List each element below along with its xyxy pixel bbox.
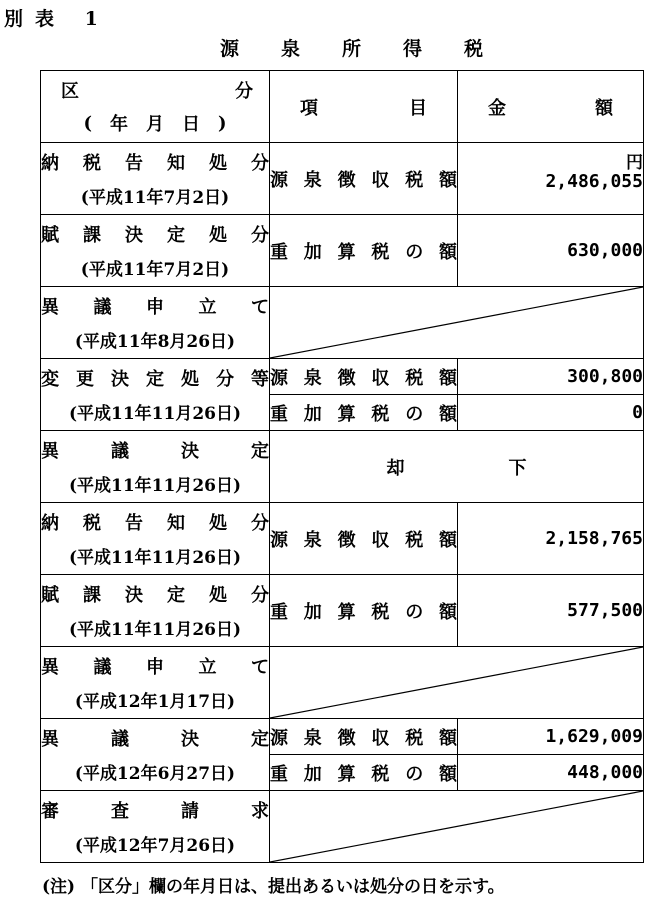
category-date: (平成11年7月2日) — [80, 259, 230, 280]
glyph: 算 — [337, 601, 356, 623]
amount-cell — [458, 215, 644, 287]
glyph: 決 — [181, 729, 199, 750]
glyph: 議 — [111, 729, 129, 750]
item-cell — [270, 719, 458, 755]
glyph: 課 — [83, 585, 101, 606]
glyph: 重 — [270, 601, 288, 623]
glyph: 分 — [251, 225, 269, 246]
glyph: 求 — [251, 801, 269, 822]
item-cell — [270, 503, 458, 575]
glyph: 加 — [303, 601, 322, 623]
amount-cell — [458, 503, 644, 575]
category-date: (平成11年11月26日) — [68, 619, 242, 640]
table-body — [41, 143, 644, 863]
glyph: 異 — [41, 441, 59, 462]
glyph: 課 — [83, 225, 101, 246]
glyph: 賦 — [41, 225, 59, 246]
glyph: 決 — [125, 585, 143, 606]
glyph: 算 — [337, 763, 356, 785]
glyph: 月 — [146, 114, 164, 135]
glyph: 額 — [595, 97, 613, 119]
glyph: 額 — [438, 169, 457, 191]
unit-label: 円 — [626, 153, 643, 173]
glyph: 源 — [270, 169, 288, 191]
glyph: の — [405, 601, 424, 623]
glyph: 泉 — [303, 727, 322, 749]
glyph: 税 — [405, 367, 424, 389]
glyph: 税 — [371, 763, 390, 785]
glyph: 額 — [438, 241, 457, 263]
category-name — [41, 362, 269, 395]
table-row — [41, 575, 644, 647]
footnote: (注) 「区分」欄の年月日は、提出あるいは処分の日を示す。 — [42, 877, 505, 897]
table-row — [41, 647, 644, 719]
glyph: 賦 — [41, 585, 59, 606]
glyph: 額 — [438, 367, 457, 389]
header-category-cell — [41, 71, 270, 143]
item-label — [270, 724, 457, 750]
document-label: 別表 1 — [4, 8, 110, 30]
glyph: 徴 — [337, 169, 356, 191]
glyph: の — [405, 763, 424, 785]
glyph: の — [405, 241, 424, 263]
glyph: 税 — [83, 513, 101, 534]
header-item-cell — [270, 71, 458, 143]
glyph: 告 — [125, 153, 143, 174]
glyph: 額 — [438, 763, 457, 785]
glyph: 収 — [371, 169, 390, 191]
category-name — [41, 290, 269, 323]
glyph: て — [251, 657, 269, 678]
result-text — [387, 454, 527, 480]
category-date: (平成11年11月26日) — [68, 403, 242, 424]
glyph: 税 — [371, 403, 390, 425]
category-cell — [41, 575, 270, 647]
category-date: (平成12年6月27日) — [74, 763, 236, 784]
glyph: 定 — [251, 729, 269, 750]
glyph: 分 — [216, 369, 234, 390]
category-date: (平成12年7月26日) — [74, 835, 236, 856]
category-name — [41, 578, 269, 611]
header-date — [41, 107, 269, 140]
glyph: 税 — [371, 241, 390, 263]
glyph: 分 — [251, 513, 269, 534]
item-label — [270, 760, 457, 786]
table-row — [41, 503, 644, 575]
amount-value: 300,800 — [567, 366, 643, 387]
glyph: 知 — [167, 153, 185, 174]
glyph: 税 — [405, 169, 424, 191]
category-cell — [41, 719, 270, 791]
glyph: 処 — [181, 369, 199, 390]
glyph: 額 — [438, 727, 457, 749]
amount-value: 630,000 — [567, 240, 643, 261]
glyph: 定 — [167, 585, 185, 606]
amount-cell — [458, 719, 644, 755]
glyph: ) — [218, 112, 227, 134]
glyph: 税 — [83, 153, 101, 174]
category-date: (平成11年11月26日) — [68, 547, 242, 568]
header-category — [41, 74, 269, 107]
category-cell — [41, 287, 270, 359]
table-row — [41, 719, 644, 755]
amount-cell — [458, 575, 644, 647]
item-label — [270, 598, 457, 624]
glyph: 請 — [181, 801, 199, 822]
category-cell — [41, 791, 270, 863]
diagonal-line — [270, 647, 643, 718]
glyph: 変 — [41, 369, 59, 390]
glyph: 日 — [182, 114, 200, 135]
amount-value: 1,629,009 — [545, 726, 643, 747]
glyph: 下 — [508, 457, 527, 479]
item-label — [270, 400, 457, 426]
category-cell — [41, 215, 270, 287]
glyph: 異 — [41, 297, 59, 318]
glyph: 審 — [41, 801, 59, 822]
glyph: 税 — [405, 727, 424, 749]
category-date: (平成11年8月26日) — [74, 331, 236, 352]
glyph: 目 — [409, 97, 427, 119]
glyph: 額 — [438, 403, 457, 425]
table-row — [41, 359, 644, 395]
amount-cell — [458, 395, 644, 431]
table-row — [41, 215, 644, 287]
table-row — [41, 431, 644, 503]
item-cell — [270, 755, 458, 791]
glyph: 納 — [41, 513, 59, 534]
amount-value: 0 — [632, 402, 643, 423]
glyph: 議 — [111, 441, 129, 462]
glyph: 年 — [110, 114, 128, 135]
glyph: の — [405, 403, 424, 425]
item-label — [270, 238, 457, 264]
item-label — [270, 166, 457, 192]
glyph: ( — [83, 112, 92, 134]
glyph: 徴 — [337, 367, 356, 389]
glyph: 収 — [371, 367, 390, 389]
glyph: 等 — [251, 369, 269, 390]
amount-value: 448,000 — [567, 762, 643, 783]
blank-diagonal-cell — [270, 791, 644, 863]
result-cell — [270, 431, 644, 503]
glyph: 定 — [251, 441, 269, 462]
table-row — [41, 143, 644, 215]
glyph: 立 — [198, 297, 217, 318]
glyph: 定 — [146, 369, 164, 390]
amount-value: 2,486,055 — [545, 171, 643, 192]
diagonal-line — [270, 287, 643, 358]
glyph: 区 — [61, 81, 79, 102]
header-amount-cell — [458, 71, 644, 143]
glyph: 決 — [111, 369, 129, 390]
glyph: 立 — [198, 657, 217, 678]
glyph: 泉 — [303, 169, 322, 191]
category-date: (平成11年11月26日) — [68, 475, 242, 496]
glyph: 処 — [209, 153, 227, 174]
glyph: 議 — [93, 657, 112, 678]
glyph: 徴 — [337, 727, 356, 749]
category-name — [41, 146, 269, 179]
item-label — [270, 526, 457, 552]
amount-cell — [458, 359, 644, 395]
table-row — [41, 791, 644, 863]
category-cell — [41, 431, 270, 503]
category-name — [41, 722, 269, 755]
glyph: 知 — [167, 513, 185, 534]
glyph: 泉 — [303, 367, 322, 389]
glyph: 重 — [270, 241, 288, 263]
glyph: 泉 — [303, 529, 322, 551]
table-row — [41, 287, 644, 359]
glyph: 税 — [405, 529, 424, 551]
glyph: 分 — [251, 153, 269, 174]
glyph: 分 — [235, 81, 253, 102]
glyph: 重 — [270, 403, 288, 425]
category-name — [41, 794, 269, 827]
glyph: 却 — [386, 457, 405, 479]
category-name — [41, 506, 269, 539]
glyph: 処 — [209, 225, 227, 246]
document-title: 源泉所得税 — [220, 38, 526, 60]
item-cell — [270, 575, 458, 647]
blank-diagonal-cell — [270, 647, 644, 719]
glyph: 更 — [76, 369, 94, 390]
header-amount — [458, 94, 643, 120]
amount-value: 2,158,765 — [545, 528, 643, 549]
amount-value: 577,500 — [567, 600, 643, 621]
glyph: 議 — [93, 297, 112, 318]
glyph: 算 — [337, 241, 356, 263]
glyph: 算 — [337, 403, 356, 425]
glyph: 処 — [209, 585, 227, 606]
glyph: 異 — [41, 729, 59, 750]
category-cell — [41, 503, 270, 575]
diagonal-line — [270, 791, 643, 862]
glyph: 定 — [167, 225, 185, 246]
glyph: 源 — [270, 367, 288, 389]
glyph: 源 — [270, 529, 288, 551]
category-name — [41, 650, 269, 683]
glyph: 加 — [303, 403, 322, 425]
glyph: て — [251, 297, 269, 318]
glyph: 金 — [488, 97, 506, 119]
glyph: 告 — [125, 513, 143, 534]
glyph: 徴 — [337, 529, 356, 551]
glyph: 査 — [111, 801, 129, 822]
item-cell — [270, 359, 458, 395]
category-name — [41, 218, 269, 251]
glyph: 異 — [41, 657, 59, 678]
amount-cell — [458, 143, 644, 215]
glyph: 重 — [270, 763, 288, 785]
glyph: 収 — [371, 727, 390, 749]
glyph: 決 — [125, 225, 143, 246]
amount-cell — [458, 755, 644, 791]
glyph: 額 — [438, 529, 457, 551]
category-cell — [41, 359, 270, 431]
glyph: 申 — [146, 657, 164, 678]
header-item — [270, 94, 457, 120]
glyph: 納 — [41, 153, 59, 174]
glyph: 収 — [371, 529, 390, 551]
tax-table — [40, 70, 644, 863]
item-label — [270, 364, 457, 390]
glyph: 額 — [438, 601, 457, 623]
glyph: 項 — [300, 97, 318, 119]
category-name — [41, 434, 269, 467]
item-cell — [270, 143, 458, 215]
category-cell — [41, 647, 270, 719]
category-date: (平成11年7月2日) — [80, 187, 230, 208]
glyph: 申 — [146, 297, 164, 318]
glyph: 決 — [181, 441, 199, 462]
glyph: 加 — [303, 241, 322, 263]
glyph: 税 — [371, 601, 390, 623]
item-cell — [270, 215, 458, 287]
glyph: 加 — [303, 763, 322, 785]
glyph: 処 — [209, 513, 227, 534]
category-cell — [41, 143, 270, 215]
glyph: 分 — [251, 585, 269, 606]
item-cell — [270, 395, 458, 431]
header-row — [41, 71, 644, 143]
glyph: 源 — [270, 727, 288, 749]
category-date: (平成12年1月17日) — [74, 691, 236, 712]
blank-diagonal-cell — [270, 287, 644, 359]
